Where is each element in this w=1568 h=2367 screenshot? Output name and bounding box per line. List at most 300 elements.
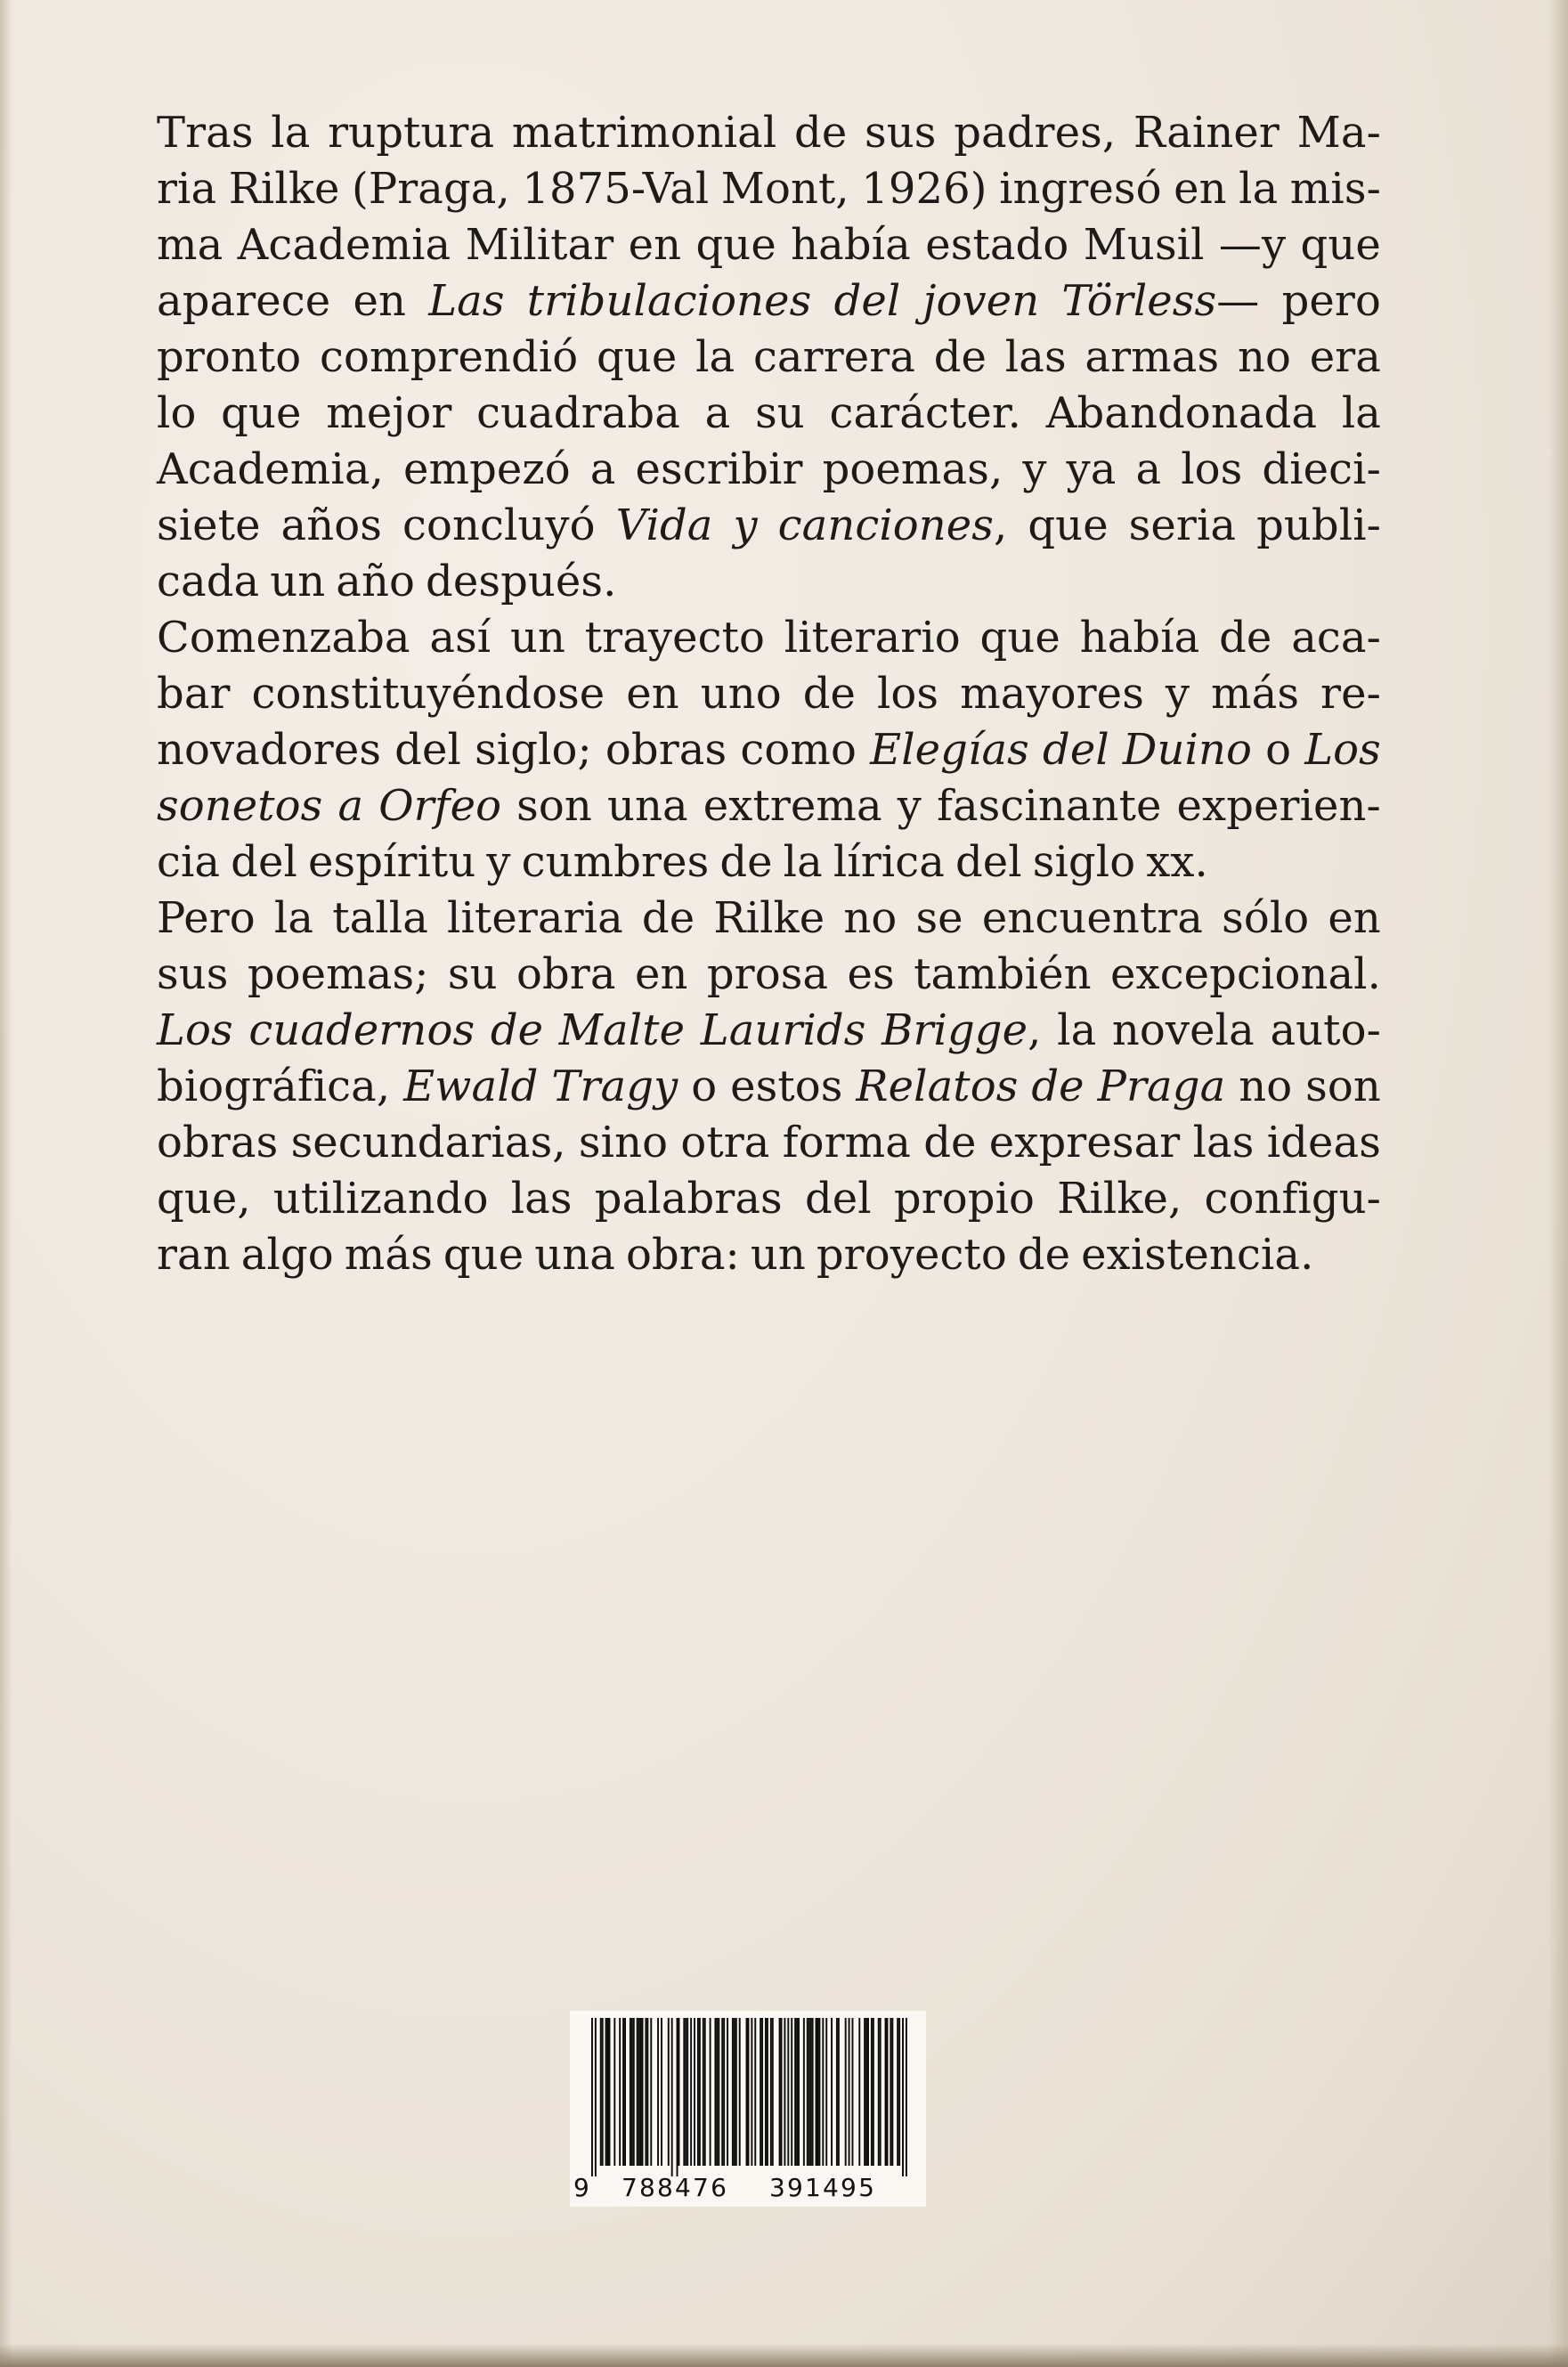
word: ma bbox=[157, 220, 223, 270]
text-line bbox=[157, 442, 1381, 498]
barcode-bar bbox=[880, 2018, 881, 2166]
word: encuentra bbox=[981, 893, 1204, 943]
word: prosa bbox=[706, 949, 829, 999]
word: (Praga, bbox=[352, 164, 510, 214]
word: así bbox=[429, 613, 492, 663]
word: lo bbox=[157, 388, 197, 438]
barcode-bar bbox=[718, 2018, 719, 2166]
barcode-bar bbox=[864, 2018, 865, 2166]
word: ya bbox=[1066, 444, 1117, 494]
word: cada bbox=[157, 557, 260, 606]
word: Militar bbox=[465, 220, 614, 270]
word: Ewald bbox=[403, 1061, 539, 1111]
word: 1875-Val bbox=[522, 164, 710, 214]
barcode-bar bbox=[633, 2018, 635, 2166]
barcode-bar bbox=[678, 2018, 680, 2166]
barcode-bar bbox=[671, 2018, 673, 2176]
word: de bbox=[794, 108, 848, 158]
barcode-bar bbox=[645, 2018, 646, 2166]
word: un bbox=[270, 557, 326, 606]
word: Tras bbox=[157, 108, 254, 158]
word: Duino bbox=[1122, 725, 1252, 775]
word: concluyó bbox=[402, 500, 596, 550]
text-line bbox=[157, 1003, 1381, 1059]
text-line bbox=[157, 498, 1381, 554]
word: poemas, bbox=[822, 444, 1003, 494]
barcode-bar bbox=[791, 2018, 792, 2166]
word: cuadraba bbox=[476, 388, 680, 438]
word: otra bbox=[680, 1118, 770, 1167]
word: de bbox=[802, 669, 857, 719]
word: Laurids bbox=[700, 1005, 866, 1055]
barcode-bar bbox=[646, 2018, 648, 2166]
barcode-bar bbox=[798, 2018, 800, 2166]
barcode-bar bbox=[767, 2018, 768, 2166]
barcode-bar bbox=[816, 2018, 817, 2166]
word: novadores bbox=[157, 725, 382, 775]
barcode-bar bbox=[732, 2018, 734, 2166]
word: un bbox=[750, 1230, 806, 1280]
word: uno bbox=[700, 669, 782, 719]
barcode-bar bbox=[898, 2018, 900, 2166]
word: de bbox=[1031, 1061, 1085, 1111]
word: extrema bbox=[703, 781, 882, 831]
word: que bbox=[979, 613, 1060, 663]
word: existencia. bbox=[1081, 1230, 1314, 1280]
text-line bbox=[157, 1115, 1381, 1171]
word: configu- bbox=[1204, 1174, 1381, 1224]
word: y bbox=[1022, 444, 1047, 494]
word: Rilke, bbox=[1057, 1174, 1182, 1224]
word: pero bbox=[1281, 276, 1381, 326]
text-line bbox=[157, 666, 1381, 722]
word: la bbox=[1341, 388, 1381, 438]
word: en bbox=[626, 669, 679, 719]
word: en bbox=[628, 220, 682, 270]
word: Pero bbox=[157, 893, 256, 943]
word: canciones, bbox=[777, 500, 1008, 550]
barcode-bar bbox=[858, 2018, 860, 2166]
word: dieci- bbox=[1262, 444, 1381, 494]
barcode-bar bbox=[865, 2018, 867, 2166]
barcode-bars bbox=[570, 2011, 926, 2180]
barcode-bar bbox=[591, 2018, 593, 2176]
text-line bbox=[157, 834, 1381, 891]
barcode-bar bbox=[734, 2018, 735, 2166]
barcode-bar bbox=[770, 2018, 772, 2166]
word: es bbox=[847, 949, 895, 999]
barcode-bar bbox=[761, 2018, 763, 2166]
text-line bbox=[157, 947, 1381, 1003]
barcode-digit-first: 9 bbox=[573, 2173, 590, 2202]
barcode-bar bbox=[640, 2018, 642, 2166]
text-line bbox=[157, 105, 1381, 161]
barcode-bar bbox=[796, 2018, 798, 2166]
word: en bbox=[1328, 893, 1381, 943]
barcode-digit-group-1: 788476 bbox=[622, 2173, 729, 2202]
barcode-bar bbox=[867, 2018, 869, 2166]
barcode-bar bbox=[624, 2018, 626, 2166]
word: Rilke bbox=[228, 164, 340, 214]
word: obra bbox=[516, 949, 616, 999]
word: la bbox=[273, 893, 314, 943]
barcode-bar bbox=[873, 2018, 874, 2166]
word: había bbox=[1079, 613, 1200, 663]
text-line bbox=[157, 1171, 1381, 1227]
barcode-digit-group-2: 391495 bbox=[769, 2173, 877, 2202]
barcode-bar bbox=[810, 2018, 812, 2166]
text-line bbox=[157, 891, 1381, 947]
word: del bbox=[955, 837, 1022, 887]
text-line bbox=[157, 554, 1381, 610]
word: aparece bbox=[157, 276, 331, 326]
word: empezó bbox=[402, 444, 571, 494]
word: trayecto bbox=[584, 613, 766, 663]
word: las bbox=[1004, 332, 1067, 382]
barcode-bar bbox=[694, 2018, 695, 2166]
word: joven bbox=[922, 276, 1040, 326]
word: Academia bbox=[237, 220, 451, 270]
word: aca- bbox=[1291, 613, 1381, 663]
barcode-bar bbox=[890, 2018, 891, 2166]
word: talla bbox=[332, 893, 428, 943]
word: Musil bbox=[1083, 220, 1205, 270]
barcode-bar bbox=[739, 2018, 741, 2166]
barcode-bar bbox=[661, 2018, 662, 2166]
word: forma bbox=[782, 1118, 911, 1167]
word: siglo; bbox=[475, 725, 592, 775]
word: que bbox=[1300, 220, 1381, 270]
word: había bbox=[791, 220, 911, 270]
barcode-bar bbox=[721, 2018, 723, 2166]
word: obras bbox=[605, 725, 727, 775]
barcode-bar bbox=[849, 2018, 850, 2166]
word: Academia, bbox=[157, 444, 384, 494]
word: —y bbox=[1218, 220, 1287, 270]
word: mayores bbox=[960, 669, 1144, 719]
barcode-bar bbox=[754, 2018, 756, 2166]
word: a bbox=[1135, 444, 1162, 494]
word: ria bbox=[157, 164, 217, 214]
word: la bbox=[783, 837, 823, 887]
word: cumbres bbox=[521, 837, 710, 887]
barcode-bar bbox=[825, 2018, 827, 2166]
word: del bbox=[804, 1174, 872, 1224]
word: Tragy bbox=[551, 1061, 678, 1111]
word: 1926) bbox=[861, 164, 987, 214]
word: no bbox=[843, 893, 898, 943]
barcode-bar bbox=[723, 2018, 725, 2166]
word: de bbox=[1219, 613, 1272, 663]
barcode-bar bbox=[609, 2018, 611, 2166]
word: del bbox=[231, 837, 297, 887]
word: Vida bbox=[615, 500, 713, 550]
barcode-bar bbox=[906, 2018, 907, 2176]
barcode-bar bbox=[716, 2018, 718, 2166]
word: Mont, bbox=[720, 164, 849, 214]
text-line bbox=[157, 722, 1381, 778]
word: del bbox=[833, 276, 901, 326]
barcode-bar bbox=[619, 2018, 621, 2166]
word: utilizando bbox=[272, 1174, 489, 1224]
word: y bbox=[897, 781, 922, 831]
barcode-bar bbox=[760, 2018, 761, 2166]
barcode-bar bbox=[637, 2018, 638, 2166]
barcode-bar bbox=[710, 2018, 711, 2166]
word: que bbox=[443, 1230, 524, 1280]
text-line bbox=[157, 217, 1381, 273]
word: son bbox=[1305, 1061, 1381, 1111]
text-line bbox=[157, 1227, 1381, 1283]
word: después. bbox=[426, 557, 617, 606]
word: Ma- bbox=[1296, 108, 1381, 158]
word: los bbox=[1181, 444, 1243, 494]
word: siglo bbox=[1032, 837, 1136, 887]
word: que bbox=[221, 388, 302, 438]
word: espíritu bbox=[307, 837, 476, 887]
word: Orfeo bbox=[378, 781, 502, 831]
word: biográfica, bbox=[157, 1061, 391, 1111]
word: literario bbox=[784, 613, 961, 663]
word: Rainer bbox=[1133, 108, 1280, 158]
word: Las bbox=[428, 276, 505, 326]
word: seria bbox=[1128, 500, 1237, 550]
word: su bbox=[447, 949, 498, 999]
barcode-bar bbox=[891, 2018, 893, 2166]
word: no bbox=[1239, 1061, 1293, 1111]
paragraph bbox=[157, 891, 1381, 1283]
text-line bbox=[157, 329, 1381, 386]
barcode-bar bbox=[812, 2018, 814, 2166]
word: Brigge, bbox=[881, 1005, 1042, 1055]
word: ran bbox=[157, 1230, 231, 1280]
word: padres, bbox=[954, 108, 1117, 158]
word: tribulaciones bbox=[526, 276, 812, 326]
word: obras bbox=[157, 1118, 279, 1167]
word: constituyéndose bbox=[251, 669, 605, 719]
word: auto- bbox=[1270, 1005, 1381, 1055]
barcode-bar bbox=[605, 2018, 607, 2166]
word: era bbox=[1309, 332, 1381, 382]
barcode-bar bbox=[897, 2018, 898, 2166]
barcode-bar bbox=[638, 2018, 640, 2166]
barcode-bar bbox=[871, 2018, 873, 2166]
barcode-bar bbox=[600, 2018, 602, 2166]
word: armas bbox=[1085, 332, 1220, 382]
word: propio bbox=[893, 1174, 1036, 1224]
barcode-bar bbox=[746, 2018, 748, 2166]
word: mejor bbox=[326, 388, 452, 438]
word: ideas bbox=[1266, 1118, 1381, 1167]
word: literaria bbox=[447, 893, 623, 943]
cover-bottom-edge bbox=[0, 2344, 1568, 2367]
word: un bbox=[510, 613, 566, 663]
barcode-bar bbox=[727, 2018, 728, 2166]
barcode-bar bbox=[817, 2018, 819, 2166]
word: que bbox=[1028, 500, 1109, 550]
word: la bbox=[1239, 164, 1279, 214]
word: a bbox=[589, 444, 616, 494]
word: palabras bbox=[594, 1174, 783, 1224]
barcode-bar bbox=[878, 2018, 880, 2166]
word: Törless— bbox=[1061, 276, 1260, 326]
word: de bbox=[641, 893, 695, 943]
word: obra: bbox=[625, 1230, 740, 1280]
cover-left-edge bbox=[0, 0, 12, 2367]
text-line bbox=[157, 778, 1381, 834]
word: pronto bbox=[157, 332, 302, 382]
barcode-bar bbox=[885, 2018, 887, 2166]
barcode-bar bbox=[887, 2018, 889, 2166]
barcode-bar bbox=[613, 2018, 615, 2166]
barcode-digits bbox=[570, 2171, 926, 2207]
word: son bbox=[516, 781, 592, 831]
barcode-bar bbox=[794, 2018, 796, 2166]
barcode-bar bbox=[838, 2018, 840, 2166]
barcode-bar bbox=[642, 2018, 644, 2166]
word: estos bbox=[730, 1061, 843, 1111]
word: Rilke bbox=[713, 893, 825, 943]
word: de bbox=[933, 332, 987, 382]
word: novela bbox=[1111, 1005, 1255, 1055]
word: re- bbox=[1320, 669, 1381, 719]
word: sus bbox=[157, 949, 229, 999]
word: de bbox=[923, 1118, 977, 1167]
word: su bbox=[755, 388, 805, 438]
word: más bbox=[1211, 669, 1300, 719]
word: excepcional. bbox=[1110, 949, 1381, 999]
word: a bbox=[704, 388, 731, 438]
text-line bbox=[157, 610, 1381, 666]
word: comprendió bbox=[320, 332, 579, 382]
word: Abandonada bbox=[1045, 388, 1318, 438]
word: y bbox=[1165, 669, 1190, 719]
word: Relatos bbox=[856, 1061, 1019, 1111]
barcode-bar bbox=[650, 2018, 652, 2166]
cover-right-edge bbox=[1548, 0, 1568, 2367]
barcode-bar bbox=[902, 2018, 904, 2176]
barcode-bar bbox=[748, 2018, 750, 2166]
word: ruptura bbox=[328, 108, 495, 158]
word: más bbox=[344, 1230, 433, 1280]
word: se bbox=[915, 893, 963, 943]
word: a bbox=[337, 781, 364, 831]
word: Praga bbox=[1097, 1061, 1226, 1111]
barcode-bar bbox=[699, 2018, 701, 2166]
word: o bbox=[1265, 725, 1292, 775]
barcode-bar bbox=[735, 2018, 737, 2166]
barcode-bar bbox=[595, 2018, 597, 2176]
word: que bbox=[596, 332, 678, 382]
paragraph bbox=[157, 105, 1381, 610]
text-line bbox=[157, 161, 1381, 217]
word: que, bbox=[157, 1174, 251, 1224]
barcode-bar bbox=[831, 2018, 833, 2166]
barcode-bar bbox=[779, 2018, 781, 2166]
word: en bbox=[634, 949, 688, 999]
word: xx. bbox=[1146, 837, 1208, 887]
barcode-bar bbox=[714, 2018, 716, 2166]
word: año bbox=[336, 557, 416, 606]
word: Los bbox=[1304, 725, 1381, 775]
barcode-bar bbox=[852, 2018, 854, 2166]
word: sus bbox=[865, 108, 937, 158]
barcode-bar bbox=[808, 2018, 810, 2166]
word: de bbox=[719, 837, 773, 887]
word: una bbox=[534, 1230, 615, 1280]
word: expresar bbox=[988, 1118, 1181, 1167]
word: algo bbox=[240, 1230, 334, 1280]
barcode-bar bbox=[690, 2018, 692, 2166]
synopsis-text bbox=[157, 105, 1381, 1283]
barcode-bar bbox=[704, 2018, 706, 2166]
word: o bbox=[691, 1061, 718, 1111]
barcode-bar bbox=[668, 2018, 670, 2166]
word: mis- bbox=[1289, 164, 1381, 214]
word: experien- bbox=[1176, 781, 1381, 831]
word: del bbox=[394, 725, 461, 775]
word: cia bbox=[157, 837, 221, 887]
barcode-bar bbox=[803, 2018, 805, 2166]
barcode-bar bbox=[751, 2018, 752, 2166]
word: Elegías bbox=[870, 725, 1029, 775]
word: secundarias, bbox=[290, 1118, 566, 1167]
word: publi- bbox=[1256, 500, 1381, 550]
word: en bbox=[1174, 164, 1227, 214]
word: la bbox=[695, 332, 735, 382]
word: las bbox=[1192, 1118, 1255, 1167]
barcode-bar bbox=[687, 2018, 688, 2166]
word: estado bbox=[925, 220, 1069, 270]
word: sólo bbox=[1222, 893, 1310, 943]
word: de bbox=[490, 1005, 544, 1055]
word: de bbox=[1017, 1230, 1071, 1280]
barcode-bar bbox=[607, 2018, 609, 2166]
word: siete bbox=[157, 500, 261, 550]
word: escribir bbox=[635, 444, 803, 494]
word: la bbox=[1057, 1005, 1097, 1055]
text-line bbox=[157, 273, 1381, 329]
barcode-bar bbox=[807, 2018, 808, 2166]
word: matrimonial bbox=[511, 108, 777, 158]
word: ingresó bbox=[999, 164, 1162, 214]
barcode-bar bbox=[685, 2018, 687, 2166]
word: lírica bbox=[833, 837, 945, 887]
word: también bbox=[914, 949, 1092, 999]
barcode-bar bbox=[630, 2018, 631, 2166]
word: carácter. bbox=[829, 388, 1021, 438]
barcode-bar bbox=[845, 2018, 847, 2166]
word: cuadernos bbox=[248, 1005, 475, 1055]
word: años bbox=[280, 500, 383, 550]
text-line bbox=[157, 1059, 1381, 1115]
barcode-bar bbox=[765, 2018, 767, 2166]
barcode-bar bbox=[657, 2018, 659, 2166]
word: fascinante bbox=[937, 781, 1162, 831]
isbn-barcode bbox=[570, 2011, 926, 2207]
barcode-bar bbox=[602, 2018, 604, 2166]
word: proyecto bbox=[816, 1230, 1007, 1280]
barcode-bar bbox=[622, 2018, 624, 2166]
barcode-bar bbox=[836, 2018, 838, 2166]
word: las bbox=[510, 1174, 573, 1224]
barcode-bar bbox=[697, 2018, 699, 2166]
barcode-bar bbox=[631, 2018, 633, 2166]
word: y bbox=[486, 837, 511, 887]
barcode-bar bbox=[772, 2018, 774, 2166]
barcode-bar bbox=[683, 2018, 685, 2166]
barcode-bar bbox=[787, 2018, 789, 2166]
